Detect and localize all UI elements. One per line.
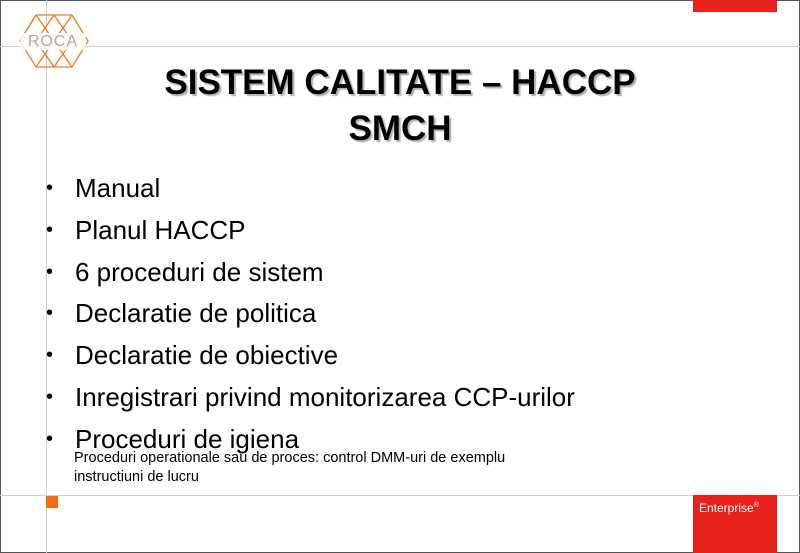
list-item — [46, 377, 575, 419]
bullet-dot-icon: • — [46, 427, 54, 450]
bullet-dot-icon: • — [46, 177, 54, 199]
bullet-dot-icon: • — [46, 385, 54, 408]
enterprise-text: Enterprise — [699, 501, 754, 515]
enterprise-label — [699, 501, 759, 515]
bullet-dot-icon: • — [46, 260, 54, 283]
top-divider — [0, 46, 800, 47]
bullet-list — [46, 168, 575, 461]
bullet-dot-icon: • — [46, 344, 54, 367]
registered-mark: ® — [753, 502, 759, 509]
top-red-accent — [693, 0, 777, 12]
list-item-label: Manual — [75, 173, 161, 203]
list-item — [46, 168, 575, 210]
bullet-dot-icon: • — [46, 302, 54, 325]
list-item-label: Proceduri de igiena — [75, 423, 300, 454]
sub-note-line-2: instructiuni de lucru — [74, 468, 199, 485]
sub-note — [74, 449, 634, 486]
list-item-label: 6 proceduri de sistem — [75, 256, 324, 287]
logo-text: ROCA — [20, 33, 86, 50]
title-line-2: SMCH — [348, 109, 452, 148]
bottom-divider — [0, 495, 800, 496]
sub-note-line-1: Proceduri operationale sau de proces: control DMM-uri de exemplu — [74, 450, 506, 466]
list-item-label: Planul HACCP — [75, 214, 246, 245]
list-item — [46, 252, 575, 294]
title-line-1: SISTEM CALITATE – HACCP — [164, 63, 636, 102]
list-item — [46, 210, 575, 252]
list-item — [46, 293, 575, 335]
list-item-label: Declaratie de politica — [75, 298, 317, 329]
list-item-label: Inregistrari privind monitorizarea CCP-urilor — [75, 381, 575, 412]
list-item-label: Declaratie de obiective — [75, 340, 339, 371]
bullet-dot-icon: • — [46, 218, 54, 241]
list-item — [46, 335, 575, 377]
slide-title — [50, 60, 750, 152]
orange-accent-square — [46, 496, 58, 508]
